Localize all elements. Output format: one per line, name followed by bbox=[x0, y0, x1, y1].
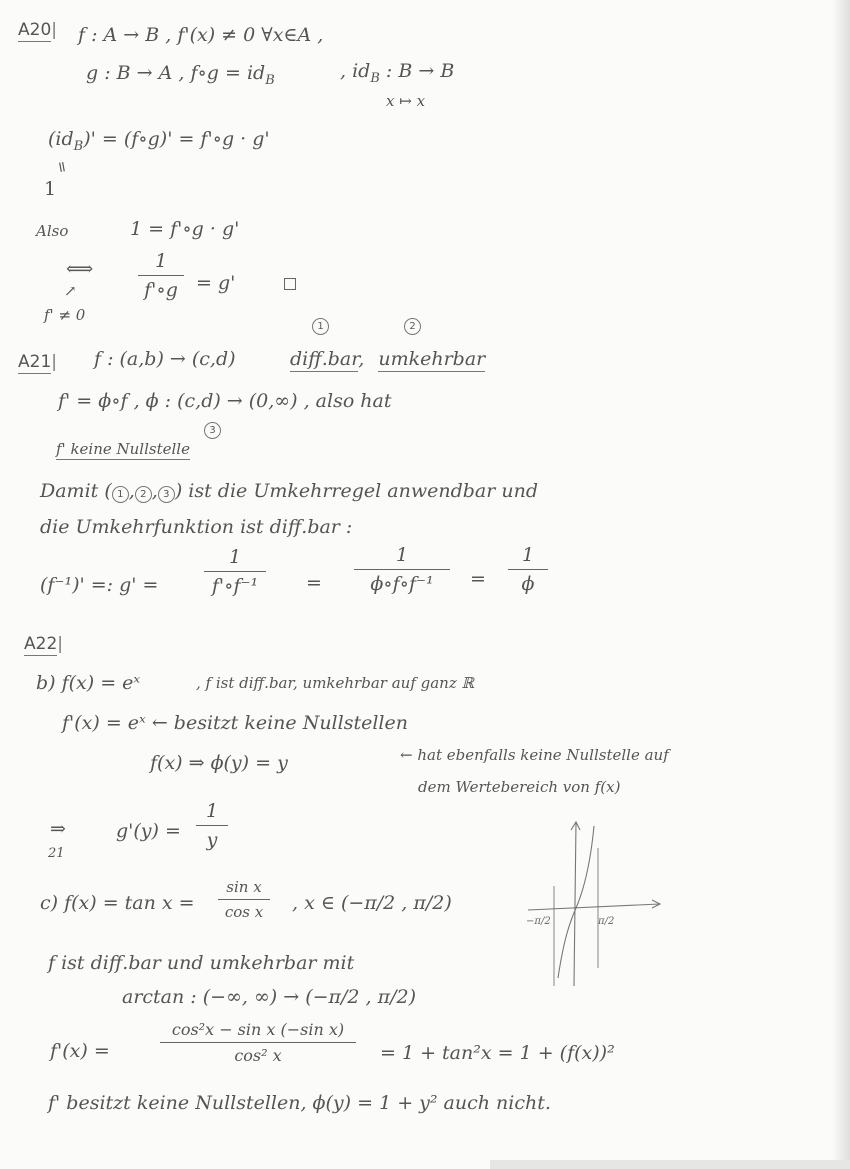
a21-fr1-den: f'∘f⁻¹ bbox=[211, 575, 259, 597]
a21-line6: (f⁻¹)' =: g' = bbox=[40, 574, 159, 596]
a20-line3 bbox=[48, 128, 270, 154]
a22-c-fraction bbox=[218, 878, 270, 921]
a22-c-frac-den: cos x bbox=[224, 903, 264, 921]
a20-frac-num: 1 bbox=[154, 250, 168, 272]
a22-c-line1-rest: , x ∈ (−π/2 , π/2) bbox=[292, 892, 452, 914]
a22-b-implies: ⇒ bbox=[50, 818, 66, 840]
a21-line5: die Umkehrfunktion ist diff.bar : bbox=[40, 516, 353, 538]
a21-properties bbox=[290, 348, 485, 370]
a20-line1: f : A → B , f'(x) ≠ 0 ∀x∈A , bbox=[78, 24, 324, 46]
graph-label-pos: π/2 bbox=[598, 916, 615, 927]
a22-b-fraction bbox=[196, 800, 228, 851]
a21-fraction-3 bbox=[508, 544, 548, 595]
a21-line2: f' = ϕ∘f , ϕ : (c,d) → (0,∞) , also hat bbox=[58, 390, 392, 412]
a22-label: A22| bbox=[24, 634, 63, 654]
circled-3-small-icon: 3 bbox=[158, 486, 175, 503]
a20-line2-text: g : B → A , f∘g = id bbox=[86, 62, 266, 84]
circled-2-icon: 2 bbox=[404, 318, 421, 335]
a21-line3-text: f' keine Nullstelle bbox=[56, 440, 190, 458]
a20-label-text: A20 bbox=[18, 20, 52, 40]
a20-fraction bbox=[138, 250, 184, 301]
a20-also: Also bbox=[36, 222, 69, 240]
a22-c4-bar bbox=[160, 1042, 356, 1043]
y-axis bbox=[574, 822, 576, 986]
a22-c-frac-bar bbox=[218, 899, 270, 900]
a22-b-line1-rest: , f ist diff.bar, umkehrbar auf ganz ℝ bbox=[196, 674, 474, 692]
x-axis bbox=[528, 904, 660, 910]
a21-fr2-num: 1 bbox=[395, 544, 409, 566]
a22-b-frac-den: y bbox=[206, 829, 218, 851]
a20-iff: ⟺ bbox=[66, 258, 94, 280]
a20-eq-vertical: = bbox=[52, 159, 73, 175]
a20-f-ne0: f' ≠ 0 bbox=[44, 306, 86, 324]
a22-c-line3: arctan : (−∞, ∞) → (−π/2 , π/2) bbox=[122, 986, 417, 1008]
a21-fr1-num: 1 bbox=[228, 546, 242, 568]
a22-b-line3: f(x) ⇒ ϕ(y) = y bbox=[150, 752, 288, 774]
a21-fr3-bar bbox=[508, 569, 548, 570]
a20-idb-rest: : B → B bbox=[379, 60, 455, 82]
circled-3-icon: 3 bbox=[204, 422, 221, 439]
a20-frac-den: f'∘g bbox=[144, 279, 178, 301]
a22-c-line4: f'(x) = bbox=[50, 1040, 110, 1062]
a21-label: A21| bbox=[18, 352, 57, 372]
a21-umkehrbar: umkehrbar bbox=[378, 348, 486, 370]
a22-c-derivative-fraction bbox=[160, 1020, 356, 1065]
a20-one: 1 bbox=[44, 178, 57, 200]
a20-arrow: ↗ bbox=[64, 282, 77, 300]
a20-idb-sub: B bbox=[370, 70, 380, 86]
a21-line4: Damit ( 1 , 2 , 3 ) ist die Umkehrregel anwendbar und bbox=[40, 480, 538, 502]
a22-c4-num: cos²x − sin x (−sin x) bbox=[171, 1020, 345, 1039]
a20-line3-rest: )' = (f∘g)' = f'∘g · g' bbox=[83, 128, 270, 150]
a21-fr3-den: ϕ bbox=[521, 573, 535, 595]
a21-eq2: = bbox=[470, 568, 486, 590]
a21-line1: f : (a,b) → (c,d) bbox=[94, 348, 236, 370]
a22-b-ref: 21 bbox=[48, 846, 65, 861]
a22-b-line3-rest2: dem Wertebereich von f(x) bbox=[418, 778, 621, 796]
circled-2-small-icon: 2 bbox=[135, 486, 152, 503]
a22-c-frac-num: sin x bbox=[226, 878, 262, 896]
a22-c-line4-rest: = 1 + tan²x = 1 + (f(x))² bbox=[380, 1042, 615, 1064]
a22-b-line4: g'(y) = bbox=[116, 820, 181, 842]
a21-fraction-2 bbox=[354, 544, 450, 595]
a21-line3 bbox=[56, 440, 190, 458]
a21-fr2-bar bbox=[354, 569, 450, 570]
a22-c-line1: c) f(x) = tan x = bbox=[40, 892, 195, 914]
circled-1-small-icon: 1 bbox=[112, 486, 129, 503]
graph-label-neg: −π/2 bbox=[526, 916, 551, 927]
a21-eq1: = bbox=[306, 572, 322, 594]
a22-b-line2: f'(x) = eˣ ← besitzt keine Nullstellen bbox=[62, 712, 408, 734]
a22-b-line3-rest: ← hat ebenfalls keine Nullstelle auf bbox=[400, 746, 669, 764]
a20-line3-a: (id bbox=[48, 128, 74, 150]
a20-line3-sub: B bbox=[73, 138, 84, 154]
a22-b-frac-num: 1 bbox=[205, 800, 219, 822]
a22-c-line2: f ist diff.bar und umkehrbar mit bbox=[48, 952, 355, 974]
a21-fraction-1 bbox=[204, 546, 266, 597]
a22-b-line1: b) f(x) = eˣ bbox=[36, 672, 141, 694]
a20-idb-map: x ↦ x bbox=[386, 92, 426, 110]
a20-frac-bar bbox=[138, 275, 184, 276]
a21-comma: , bbox=[358, 348, 365, 370]
a20-idb-text: , id bbox=[340, 60, 371, 82]
a21-fr1-bar bbox=[204, 571, 266, 572]
a22-label-text: A22 bbox=[24, 634, 58, 654]
scan-bottom-edge bbox=[490, 1160, 850, 1169]
a20-idb-def bbox=[340, 60, 454, 86]
a22-c-line5: f' besitzt keine Nullstellen, ϕ(y) = 1 + y² auch nicht. bbox=[48, 1092, 551, 1114]
a22-c4-den: cos² x bbox=[234, 1046, 282, 1065]
a21-fr2-den: ϕ∘f∘f⁻¹ bbox=[370, 573, 434, 595]
a20-label: A20| bbox=[18, 20, 57, 40]
a20-line2-sub: B bbox=[265, 72, 275, 88]
a20-line4: 1 = f'∘g · g' bbox=[130, 218, 240, 240]
a21-diffbar: diff.bar bbox=[290, 348, 359, 370]
tan-graph bbox=[520, 818, 670, 988]
a21-line4-rest: ) ist die Umkehrregel anwendbar und bbox=[174, 480, 538, 502]
a21-fr3-num: 1 bbox=[521, 544, 535, 566]
scan-edge-shadow bbox=[832, 0, 850, 1169]
qed-box-icon bbox=[284, 278, 296, 290]
a21-label-text: A21 bbox=[18, 352, 52, 372]
a20-line2 bbox=[86, 62, 275, 88]
a20-frac-rest: = g' bbox=[196, 272, 236, 294]
circled-1-icon: 1 bbox=[312, 318, 329, 335]
a22-b-frac-bar bbox=[196, 825, 228, 826]
a21-line4-a: Damit ( bbox=[40, 480, 112, 502]
